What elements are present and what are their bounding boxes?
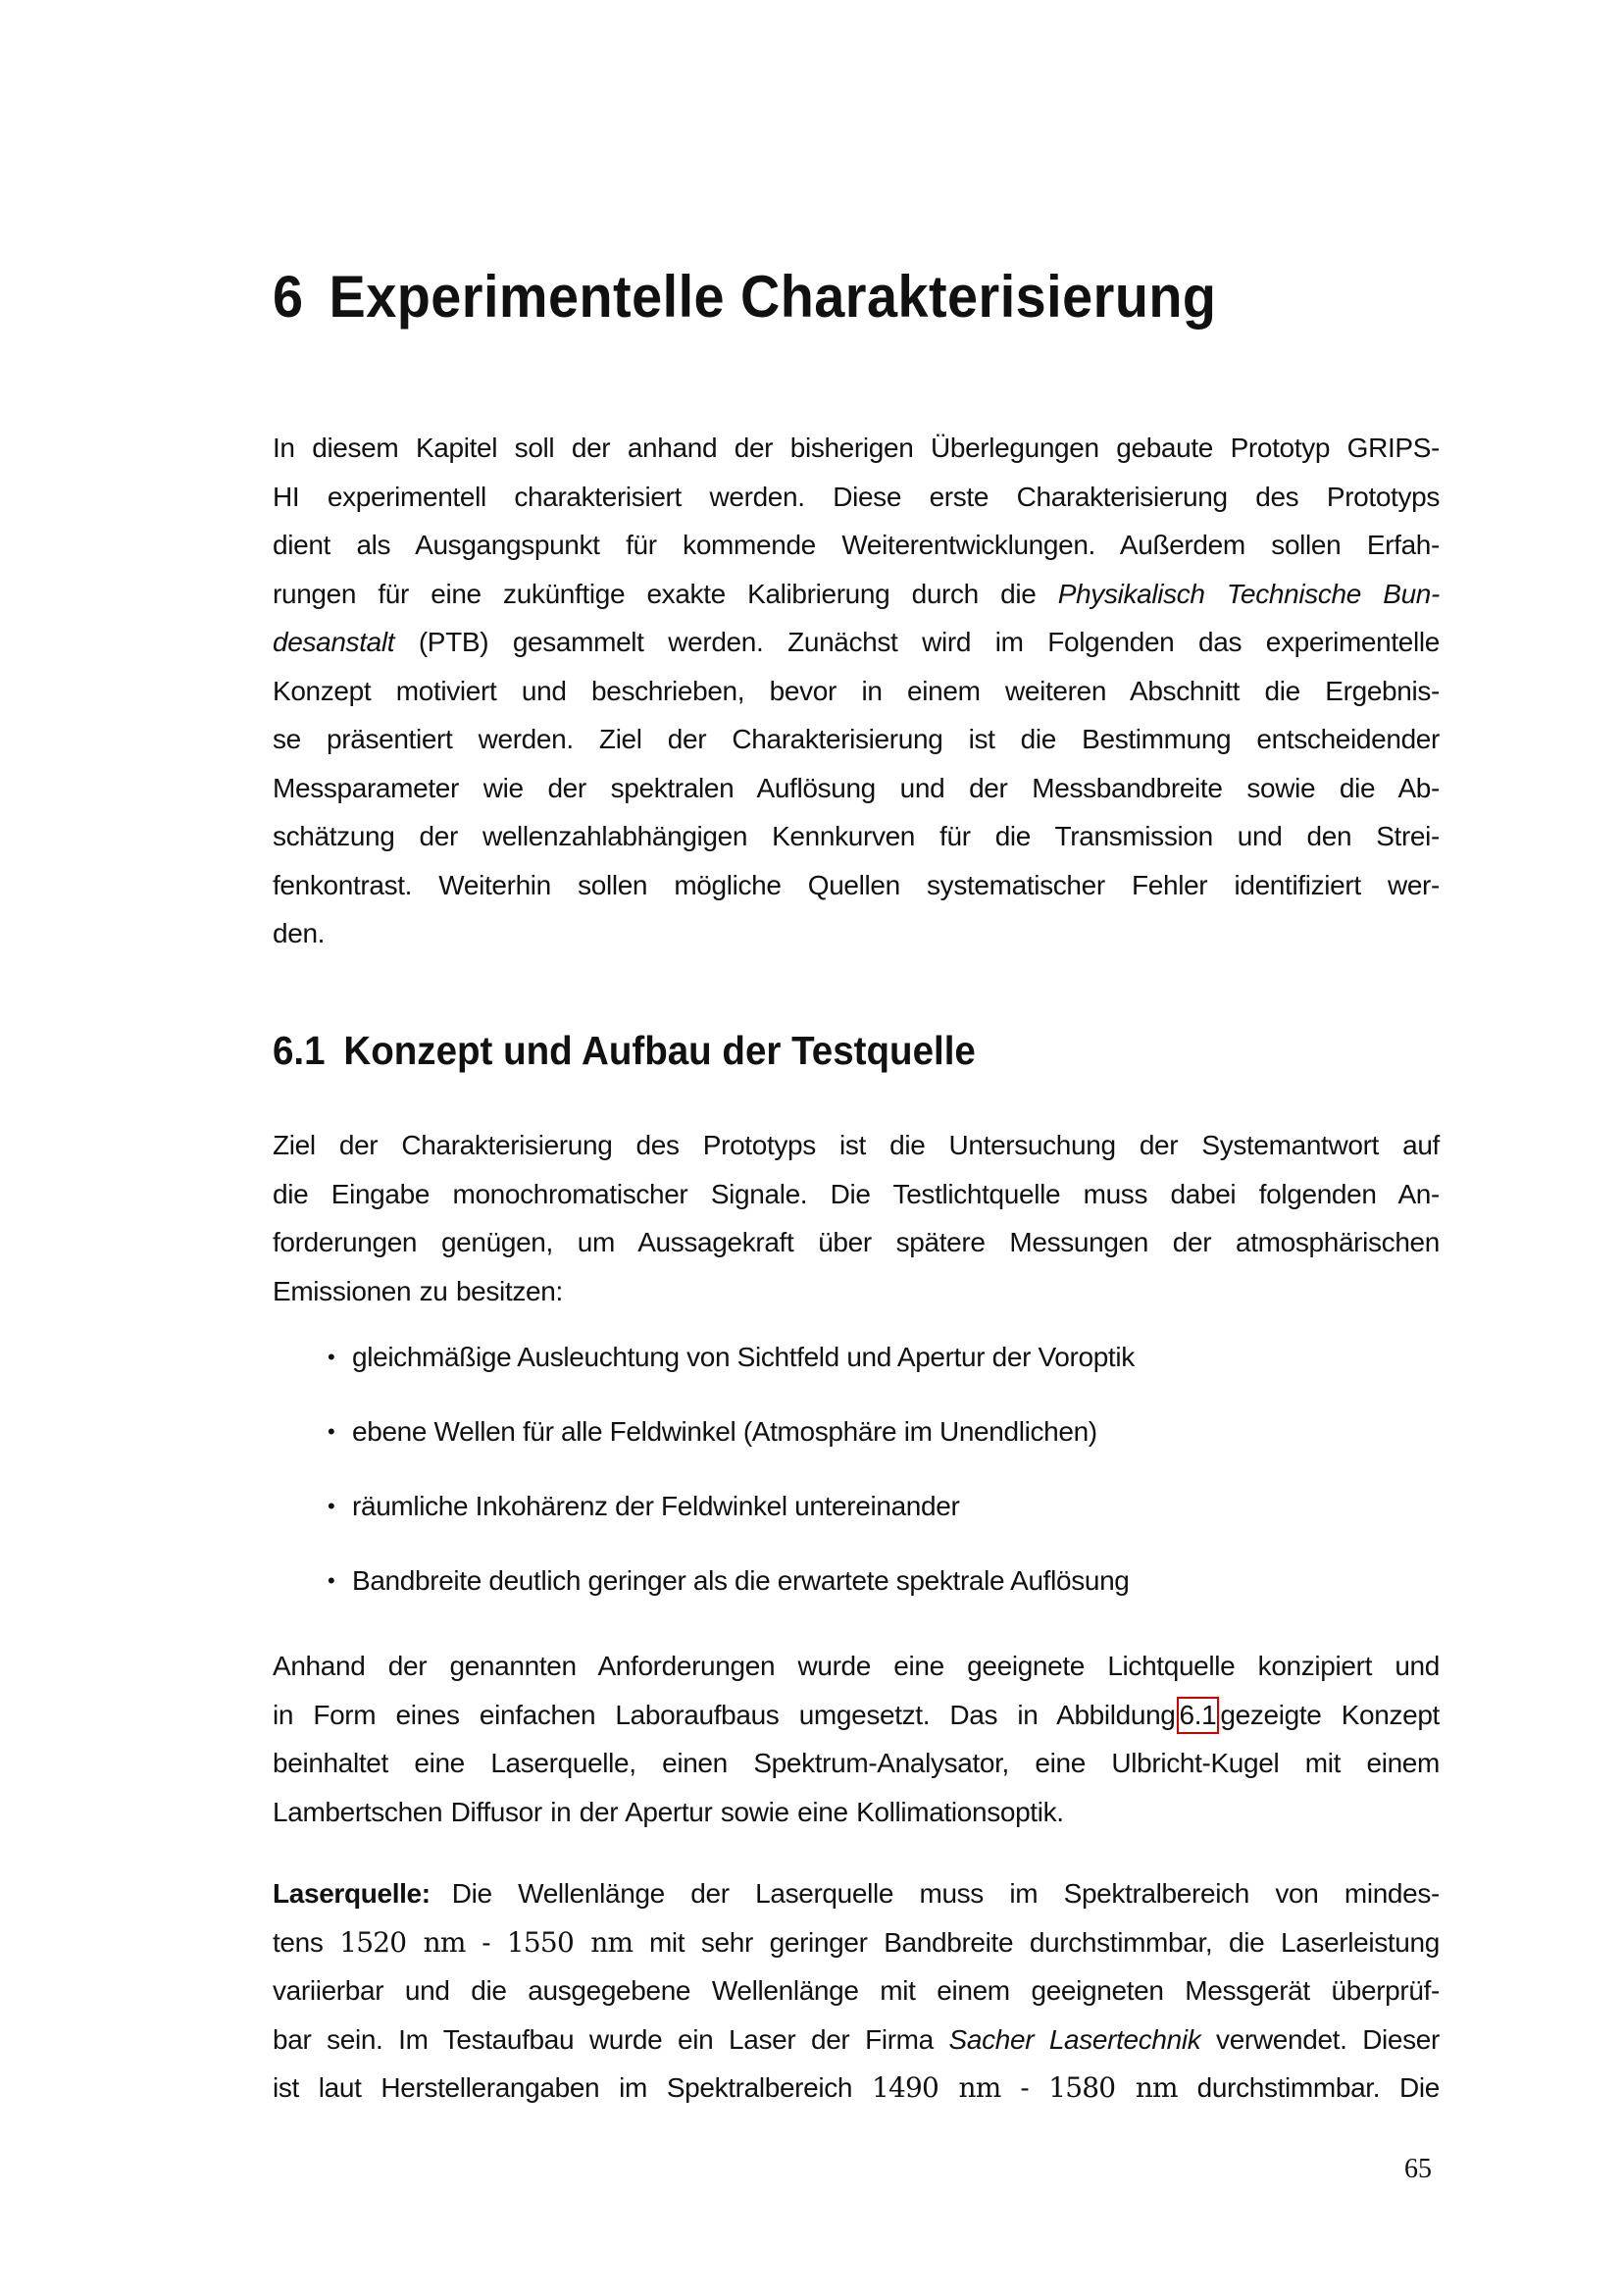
laser-source-paragraph: [273, 1869, 1440, 2113]
list-item: [273, 1338, 1135, 1412]
chapter-title: Experimentelle Charakterisierung: [329, 264, 1217, 330]
bullet-icon: •: [328, 1419, 335, 1444]
text-line: Konzept motiviert und beschrieben, bevor in einem weiteren Abschnitt die Ergebnis-: [273, 675, 1440, 706]
text-line: [273, 1691, 1440, 1740]
bullet-icon: •: [328, 1568, 335, 1593]
list-item: [273, 1412, 1135, 1487]
text-segment: verwendet. Dieser: [1200, 2023, 1440, 2055]
text-line: [273, 2064, 1440, 2113]
section-heading: [273, 1028, 976, 1074]
text-line: den.: [273, 918, 326, 948]
list-item-text: Bandbreite deutlich geringer als die erwartete spektrale Auflösung: [352, 1565, 1130, 1596]
wavelength-value: 1520 nm: [339, 1925, 466, 1959]
text-line: die Eingabe monochromatischer Signale. Die Testlichtquelle muss dabei folgenden An-: [273, 1178, 1440, 1209]
text-line: HI experimentell charakterisiert werden. Diese erste Charakterisierung des Prototyps: [273, 481, 1440, 512]
text-line: Anhand der genannten Anforderungen wurde eine geeignete Lichtquelle konzipiert und: [273, 1651, 1440, 1681]
wavelength-value: 1550 nm: [506, 1925, 634, 1959]
wavelength-value: 1580 nm: [1048, 2071, 1178, 2104]
text-segment: rungen für eine zukünftige exakte Kalibrierung durch die: [273, 578, 1058, 609]
chapter-heading: [273, 263, 1216, 331]
page-number: 65: [1404, 2154, 1432, 2184]
text-line: [273, 1869, 1440, 1918]
section-title: Konzept und Aufbau der Testquelle: [343, 1028, 976, 1073]
figure-reference-link[interactable]: 6.1: [1177, 1697, 1220, 1734]
list-item: [273, 1487, 1135, 1561]
list-item: [273, 1561, 1135, 1636]
text-line: [273, 570, 1440, 619]
manufacturer-name: Sacher Lasertechnik: [948, 2023, 1201, 2055]
chapter-number: 6: [273, 264, 304, 330]
institution-name-italic: Physikalisch Technische Bun-: [1057, 578, 1440, 609]
text-line: In diesem Kapitel soll der anhand der bisherigen Überlegungen gebaute Prototyp GRIPS-: [273, 433, 1440, 463]
text-line: Lambertschen Diffusor in der Apertur sowie eine Kollimationsoptik.: [273, 1796, 1064, 1827]
text-segment: Die Wellenlänge der Laserquelle muss im Spektralbereich von mindes-: [451, 1878, 1440, 1909]
bullet-icon: •: [328, 1494, 335, 1518]
concept-paragraph: [273, 1642, 1440, 1836]
text-line: [273, 1918, 1440, 1967]
institution-name-italic-cont: desanstalt: [273, 627, 395, 657]
list-item-text: gleichmäßige Ausleuchtung von Sichtfeld und Apertur der Voroptik: [352, 1342, 1135, 1372]
text-segment: (PTB) gesammelt werden. Zunächst wird im Folgenden das experimentelle: [394, 627, 1440, 657]
text-line: dient als Ausgangspunkt für kommende Weiterentwicklungen. Außerdem sollen Erfah-: [273, 530, 1440, 560]
text-line: variierbar und die ausgegebene Wellenlänge mit einem geeigneten Messgerät überprüf-: [273, 1975, 1440, 2006]
text-line: [273, 2015, 1440, 2065]
text-line: fenkontrast. Weiterhin sollen mögliche Quellen systematischer Fehler identifiziert wer-: [273, 869, 1440, 900]
text-segment: in Form eines einfachen Laboraufbaus umgesetzt. Das in Abbildung: [273, 1699, 1176, 1730]
text-line: forderungen genügen, um Aussagekraft über spätere Messungen der atmosphärischen: [273, 1227, 1440, 1257]
text-segment: durchstimmbar. Die: [1177, 2072, 1440, 2103]
list-item-text: räumliche Inkohärenz der Feldwinkel untereinander: [352, 1491, 960, 1521]
text-line: [273, 618, 1440, 667]
bullet-icon: •: [328, 1345, 335, 1369]
text-segment: ist laut Herstellerangaben im Spektralbereich: [273, 2072, 872, 2103]
text-line: se präsentiert werden. Ziel der Charakterisierung ist die Bestimmung entscheidender: [273, 724, 1440, 754]
text-line: Ziel der Charakterisierung des Prototyps ist die Untersuchung der Systemantwort auf: [273, 1130, 1440, 1160]
requirements-list: [273, 1338, 1135, 1636]
section-intro-paragraph: [273, 1121, 1440, 1315]
text-segment: tens: [273, 1926, 340, 1958]
section-number: 6.1: [273, 1028, 326, 1073]
text-line: Messparameter wie der spektralen Auflösung und der Messbandbreite sowie die Ab-: [273, 772, 1440, 803]
list-item-text: ebene Wellen für alle Feldwinkel (Atmosphäre im Unendlichen): [352, 1416, 1097, 1447]
text-line: Emissionen zu besitzen:: [273, 1275, 563, 1306]
intro-paragraph: [273, 424, 1440, 958]
text-line: beinhaltet eine Laserquelle, einen Spektrum-Analysator, eine Ulbricht-Kugel mit einem: [273, 1748, 1440, 1778]
range-separator: -: [465, 1926, 507, 1958]
text-segment: bar sein. Im Testaufbau wurde ein Laser der Firma: [273, 2023, 949, 2055]
paragraph-label: Laserquelle:: [273, 1878, 431, 1909]
range-separator: -: [1000, 2072, 1049, 2103]
text-line: schätzung der wellenzahlabhängigen Kennkurven für die Transmission und den Strei-: [273, 821, 1440, 851]
text-segment: gezeigte Konzept: [1220, 1699, 1440, 1730]
wavelength-value: 1490 nm: [871, 2071, 1001, 2104]
text-segment: mit sehr geringer Bandbreite durchstimmbar, die Laserleistung: [633, 1926, 1440, 1958]
